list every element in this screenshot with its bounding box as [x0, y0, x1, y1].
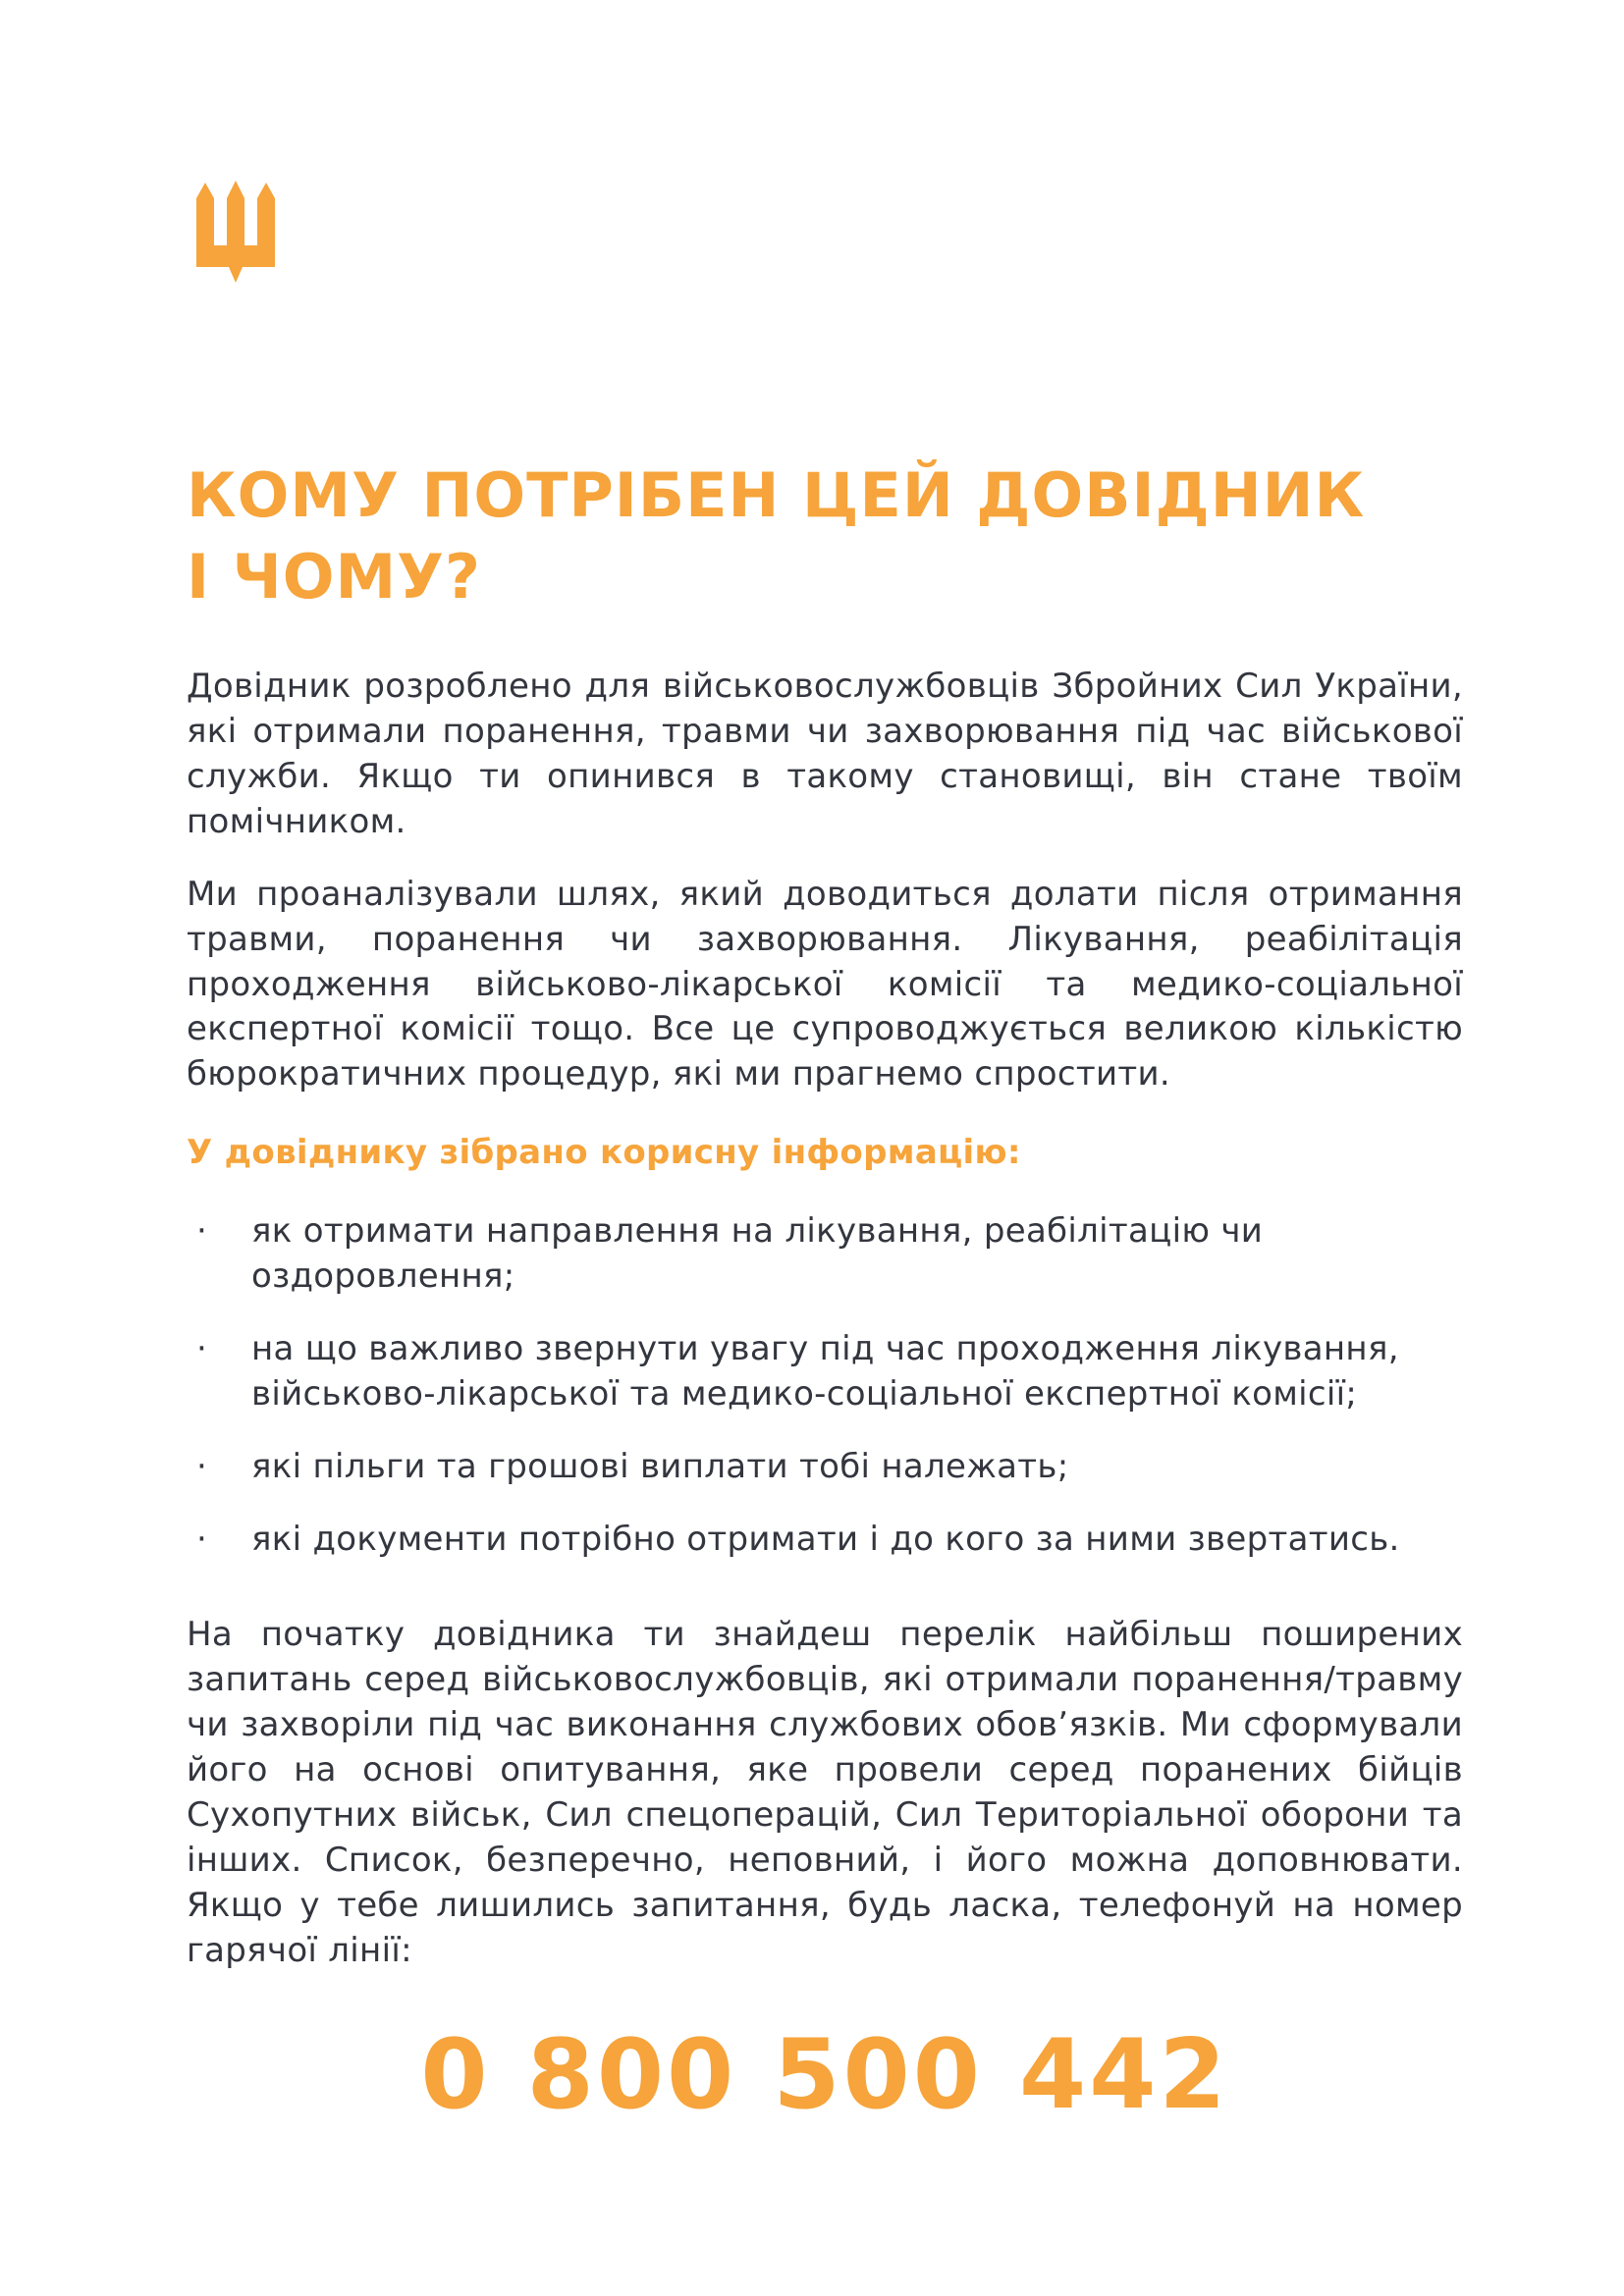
- list-item: [187, 1445, 1463, 1490]
- page-title: [187, 454, 1463, 617]
- list-item-text: як отримати направлення на лікування, реабілітацію чи оздоровлення;: [251, 1211, 1264, 1296]
- list-item: [187, 1327, 1463, 1417]
- info-list-title: У довіднику зібрано корисну інформацію:: [187, 1133, 1021, 1173]
- page-title-line1: КОМУ ПОТРІБЕН ЦЕЙ ДОВІДНИК: [187, 459, 1366, 531]
- ukraine-trident-icon: [187, 174, 285, 290]
- bullet-dot-icon: ·: [196, 1211, 208, 1252]
- list-item-text: які пільги та грошові виплати тобі належать;: [251, 1446, 1069, 1486]
- list-item-text: на що важливо звернути увагу під час проходження лікування, військово-лікарської та медико-соціальної експертної комісії;: [251, 1328, 1399, 1414]
- list-item-text: які документи потрібно отримати і до кого за ними звертатись.: [251, 1519, 1400, 1559]
- outro-paragraph: На початку довідника ти знайдеш перелік найбільш поширених запитань серед військовослужбовців, які отримали поранення/травму чи захворіли під час виконання службових обов’язків. Ми сформували його на основі опитування, яке провели серед поранених бійців Сухопутних військ, Сил спецоперацій, Сил Територіальної оборони та інших. Список, безперечно, неповний, і його можна доповнювати. Якщо у тебе лишились запитання, будь ласка, телефонуй на номер гарячої лінії:: [187, 1615, 1463, 1970]
- page-title-line2: І ЧОМУ?: [187, 541, 481, 614]
- page-content: [187, 0, 1463, 2131]
- bullet-dot-icon: ·: [196, 1328, 208, 1368]
- info-list: [187, 1209, 1463, 1562]
- list-item: [187, 1518, 1463, 1563]
- intro-paragraph-2: Ми проаналізували шлях, який доводиться долати після отримання травми, поранення чи захворювання. Лікування, реабілітація проходження військово-лікарської комісії та медико-соціальної експертної комісії тощо. Все це супроводжується великою кількістю бюрократичних процедур, які ми прагнемо спростити.: [187, 874, 1463, 1095]
- hotline-number: 0 800 500 442: [420, 2018, 1229, 2131]
- bullet-dot-icon: ·: [196, 1519, 208, 1559]
- bullet-dot-icon: ·: [196, 1446, 208, 1486]
- intro-paragraph-1: Довідник розроблено для військовослужбовців Збройних Сил України, які отримали поранення, травми чи захворювання під час військової служби. Якщо ти опинився в такому становищі, він стане твоїм помічником.: [187, 667, 1463, 841]
- list-item: [187, 1209, 1463, 1300]
